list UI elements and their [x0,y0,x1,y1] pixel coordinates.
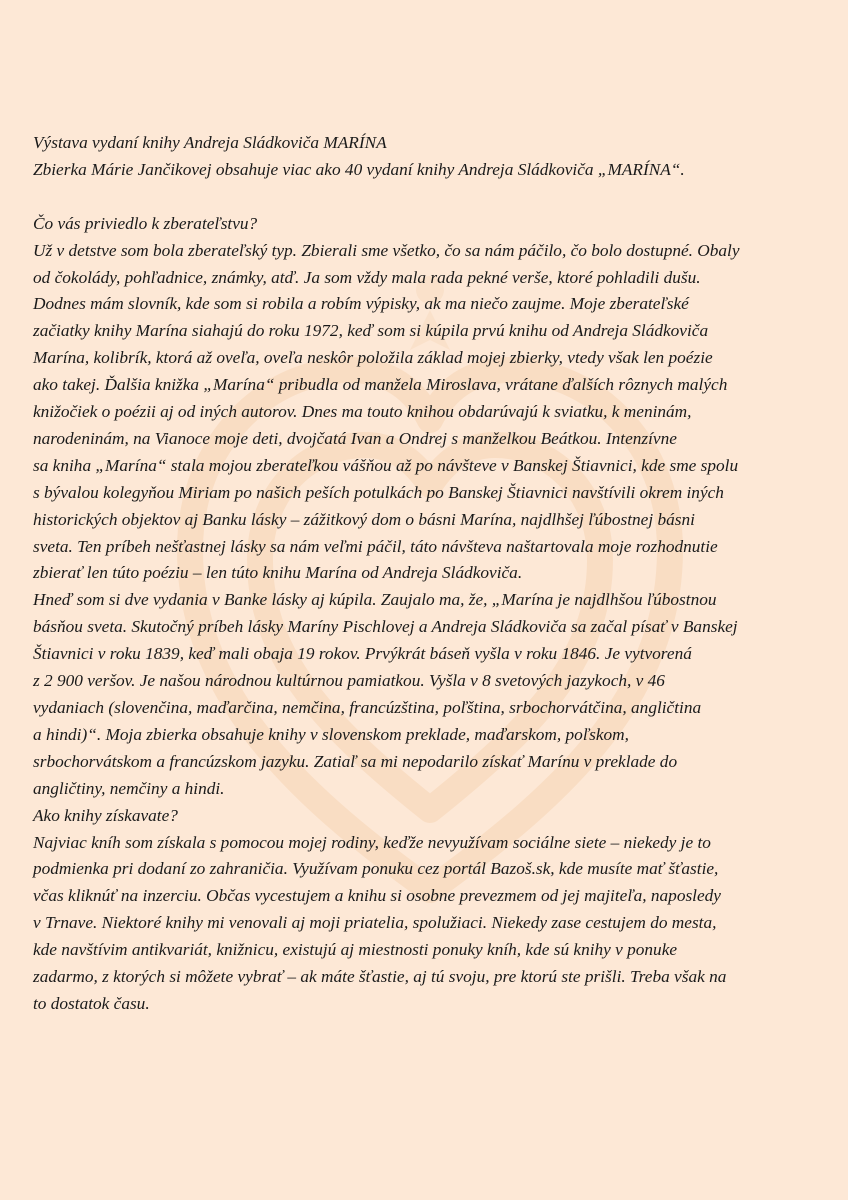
text-line: knižočiek o poézii aj od iných autorov. Dnes ma touto knihou obdarúvajú k sviatku, k meninám, [33,402,692,422]
article-subtitle: Zbierka Márie Jančikovej obsahuje viac ako 40 vydaní knihy Andreja Sládkoviča „MARÍNA“. [33,159,685,179]
text-line: začiatky knihy Marína siahajú do roku 1972, keď som si kúpila prvú knihu od Andreja Sládkoviča [33,321,709,341]
answer-paragraph [33,238,823,803]
text-line: angličtiny, nemčiny a hindi. [33,778,225,798]
text-line: zbierať len túto poéziu – len túto knihu Marína od Andreja Sládkoviča. [33,563,523,583]
text-line: Dodnes mám slovník, kde som si robila a robím výpisky, ak ma niečo zaujme. Moje zberateľské [33,294,689,314]
text-line: Hneď som si dve vydania v Banke lásky aj kúpila. Zaujalo ma, že, „Marína je najdlhšou ľúbostnou [33,590,717,610]
question-heading: Čo vás priviedlo k zberateľstvu? [33,213,258,233]
text-line: kde navštívim antikvariát, knižnicu, existujú aj miestnosti ponuky kníh, kde sú knihy v ponuke [33,940,678,960]
answer-paragraph [33,830,823,1018]
text-line: ako takej. Ďalšia knižka „Marína“ pribudla od manžela Miroslava, vrátane ďalších rôznych malých [33,375,728,395]
text-line: básňou sveta. Skutočný príbeh lásky Maríny Pischlovej a Andreja Sládkoviča sa začal písať v Banskej [33,617,738,637]
text-line: zadarmo, z ktorých si môžete vybrať – ak máte šťastie, aj tú svoju, pre ktorú ste prišli. Treba však na [33,967,727,987]
text-line: včas kliknúť na inzerciu. Občas vycestujem a knihu si osobne prevezmem od jej majiteľa, naposledy [33,886,721,906]
article [33,130,823,1018]
article-title: Výstava vydaní knihy Andreja Sládkoviča MARÍNA [33,133,387,152]
text-line: od čokolády, pohľadnice, známky, atď. Ja som vždy mala rada pekné verše, ktoré pohladili dušu. [33,267,701,287]
text-line: srbochorvátskom a francúzskom jazyku. Zatiaľ sa mi nepodarilo získať Marínu v preklade do [33,751,678,771]
text-line: vydaniach (slovenčina, maďarčina, nemčina, francúzština, poľština, srbochorvátčina, angličtina [33,698,702,718]
text-line: Už v detstve som bola zberateľský typ. Zbierali sme všetko, čo sa nám páčilo, čo bolo dostupné. Obaly [33,240,740,260]
text-line: historických objektov aj Banku lásky – zážitkový dom o básni Marína, najdlhšej ľúbostnej básni [33,509,695,529]
text-line: Marína, kolibrík, ktorá až oveľa, oveľa neskôr položila základ mojej zbierky, vtedy však len poézie [33,348,713,368]
question-heading: Ako knihy získavate? [33,805,178,825]
text-line: podmienka pri dodaní zo zahraničia. Využívam ponuku cez portál Bazoš.sk, kde musíte mať šťastie, [33,859,719,879]
text-line: Štiavnici v roku 1839, keď mali obaja 19 rokov. Prvýkrát báseň vyšla v roku 1846. Je vytvorená [33,644,692,664]
text-line: z 2 900 veršov. Je našou národnou kultúrnou pamiatkou. Vyšla v 8 svetových jazykoch, v 46 [33,671,665,691]
text-line: a hindi)“. Moja zbierka obsahuje knihy v slovenskom preklade, maďarskom, poľskom, [33,724,629,744]
text-line: to dostatok času. [33,993,150,1013]
text-line: sveta. Ten príbeh nešťastnej lásky sa nám veľmi páčil, táto návšteva naštartovala moje rozhodnutie [33,536,718,556]
text-line: v Trnave. Niektoré knihy mi venovali aj moji priatelia, spolužiaci. Niekedy zase cestujem do mesta, [33,913,717,933]
text-line: s bývalou kolegyňou Miriam po našich peších potulkách po Banskej Štiavnici navštívili okrem iných [33,482,724,502]
text-line: sa kniha „Marína“ stala mojou zberateľkou vášňou až po návšteve v Banskej Štiavnici, kde sme spolu [33,455,739,475]
text-line: Najviac kníh som získala s pomocou mojej rodiny, keďže nevyužívam sociálne siete – niekedy je to [33,832,711,852]
spacer [33,184,823,211]
text-line: narodeninám, na Vianoce moje deti, dvojčatá Ivan a Ondrej s manželkou Beátkou. Intenzívne [33,428,677,448]
